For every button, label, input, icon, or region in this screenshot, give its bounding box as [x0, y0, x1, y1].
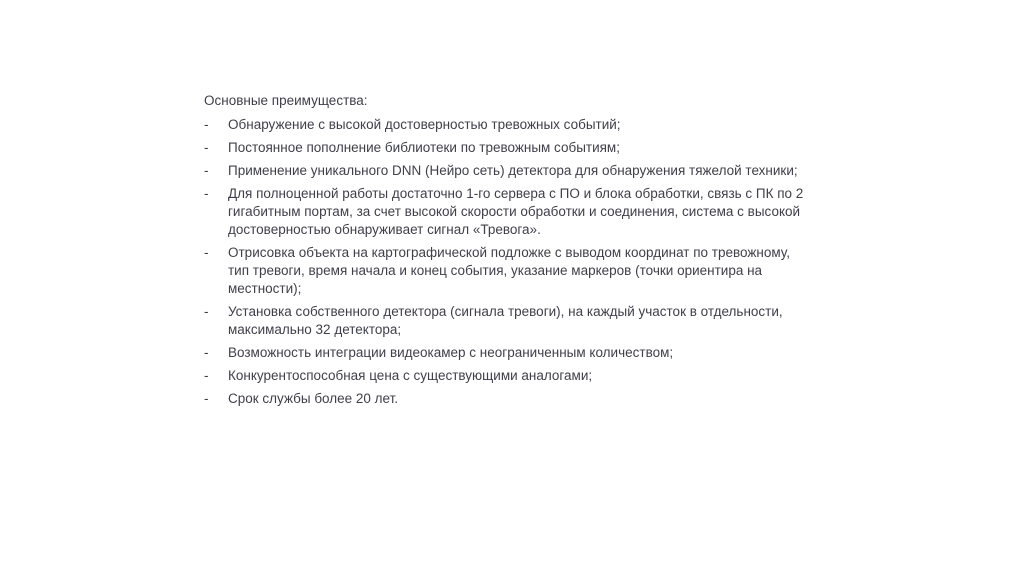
- list-item: [204, 344, 804, 362]
- list-item: [204, 116, 804, 134]
- list-item-text: Для полноценной работы достаточно 1-го сервера с ПО и блока обработки, связь с ПК по 2 гигабитным портам, за счет высокой скорости обработки и соединения, система с высокой достоверностью обнаруживает сигнал «Тревога».: [228, 186, 804, 237]
- list-item: [204, 244, 804, 298]
- bullet-dash: -: [204, 391, 209, 406]
- list-item: [204, 303, 804, 339]
- bullet-dash: -: [204, 245, 209, 260]
- bullet-dash: -: [204, 345, 209, 360]
- list-item-text: Конкурентоспособная цена с существующими аналогами;: [228, 368, 593, 383]
- list-item: [204, 390, 804, 408]
- bullet-dash: -: [204, 304, 209, 319]
- list-item-text: Применение уникального DNN (Нейро сеть) детектора для обнаружения тяжелой техники;: [228, 163, 798, 178]
- list-item: [204, 162, 804, 180]
- bullet-dash: -: [204, 186, 209, 201]
- bullet-dash: -: [204, 163, 209, 178]
- list-item-text: Установка собственного детектора (сигнала тревоги), на каждый участок в отдельности, максимально 32 детектора;: [228, 304, 783, 337]
- list-item-text: Обнаружение с высокой достоверностью тревожных событий;: [228, 117, 621, 132]
- bullet-dash: -: [204, 140, 209, 155]
- list-item: [204, 367, 804, 385]
- list-item: [204, 185, 804, 239]
- advantages-list: [204, 116, 804, 408]
- list-item-text: Постоянное пополнение библиотеки по тревожным событиям;: [228, 140, 620, 155]
- slide-content: [204, 92, 804, 413]
- bullet-dash: -: [204, 368, 209, 383]
- bullet-dash: -: [204, 117, 209, 132]
- list-item-text: Отрисовка объекта на картографической подложке с выводом координат по тревожному, тип тревоги, время начала и конец события, указание маркеров (точки ориентира на местности);: [228, 245, 790, 296]
- advantages-heading: Основные преимущества:: [204, 93, 368, 108]
- list-item-text: Возможность интеграции видеокамер с неограниченным количеством;: [228, 345, 674, 360]
- list-item-text: Срок службы более 20 лет.: [228, 391, 399, 406]
- list-item: [204, 139, 804, 157]
